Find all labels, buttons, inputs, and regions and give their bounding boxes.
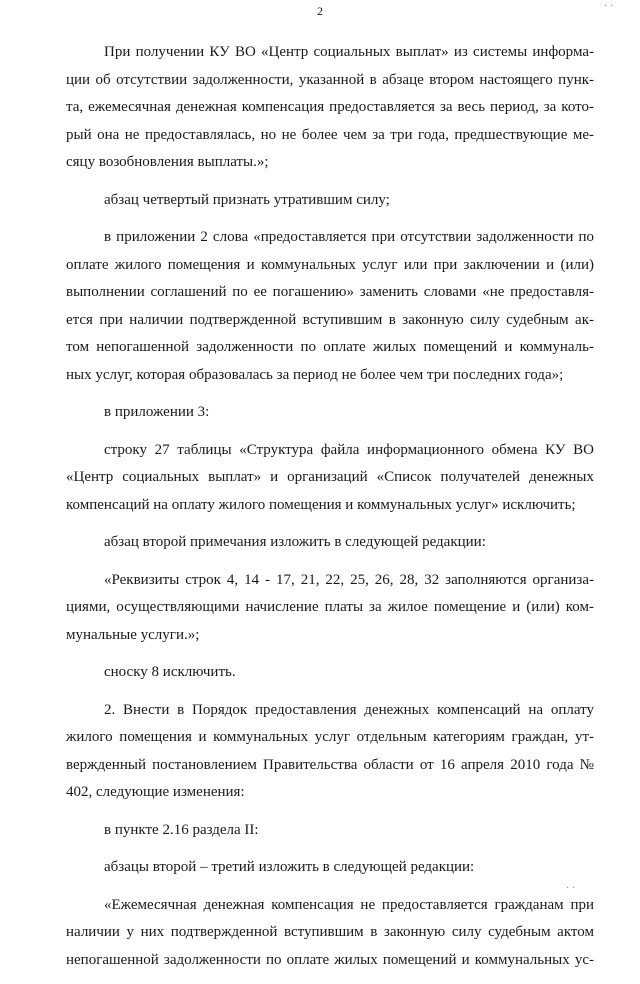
page-number: 2 — [317, 4, 323, 18]
paragraph — [66, 187, 594, 215]
text-line: мунальные услуги.»; — [66, 626, 200, 643]
text-line: та, ежемесячная денежная компенсация предоставляется за весь период, за кото- — [66, 99, 594, 115]
text-line: наличии у них подтвержденной вступившим в законную силу судебным актом — [66, 924, 594, 940]
text-line: сноску 8 исключить. — [104, 664, 236, 680]
text-line: жилого помещения и коммунальных услуг отдельным категориям граждан, ут- — [66, 729, 594, 745]
paragraph — [66, 697, 594, 807]
paragraph — [66, 567, 594, 650]
text-line: непогашенной задолженности по оплате жилых помещений и коммунальных ус- — [66, 951, 594, 968]
paragraph — [66, 817, 594, 845]
paragraph — [66, 437, 594, 520]
paragraph — [66, 399, 594, 427]
text-line: ных услуг, которая образовалась за период не более чем три последних года»; — [66, 366, 564, 383]
text-line: При получении КУ ВО «Центр социальных выплат» из системы информа- — [104, 44, 594, 60]
text-line: сяцу возобновления выплаты.»; — [66, 154, 269, 170]
text-line: «Реквизиты строк 4, 14 - 17, 21, 22, 25, 26, 28, 32 заполняются организа- — [104, 571, 594, 588]
paragraph — [66, 529, 594, 557]
text-line: вержденный постановлением Правительства области от 16 апреля 2010 года № — [66, 756, 594, 773]
text-line: ции об отсутствии задолженности, указанной в абзаце втором настоящего пунк- — [66, 71, 594, 88]
text-line: 2. Внести в Порядок предоставления денежных компенсаций на оплату — [104, 701, 594, 718]
text-line: оплате жилого помещения и коммунальных услуг или при заключении и (или) — [66, 256, 594, 273]
document-body — [66, 39, 594, 984]
text-line: ется при наличии подтвержденной вступившим в законную силу судебным ак- — [66, 311, 594, 328]
text-line: абзац второй примечания изложить в следующей редакции: — [104, 534, 486, 550]
text-line: «Центр социальных выплат» и организаций «Список получателей денежных — [66, 469, 594, 485]
scan-mark: · · — [566, 883, 576, 894]
text-line: «Ежемесячная денежная компенсация не предоставляется гражданам при — [104, 896, 594, 913]
text-line: в приложении 2 слова «предоставляется при отсутствии задолженности по — [104, 229, 594, 245]
text-line: строку 27 таблицы «Структура файла информационного обмена КУ ВО — [104, 441, 594, 458]
text-line: компенсаций на оплату жилого помещения и коммунальных услуг» исключить; — [66, 496, 576, 513]
paragraph — [66, 659, 594, 687]
paragraph — [66, 892, 594, 975]
text-line: абзац четвертый признать утратившим силу; — [104, 191, 390, 208]
paragraph — [66, 854, 594, 882]
text-line: выполнении соглашений по ее погашению» заменить словами «не предоставля- — [66, 284, 594, 300]
text-line: рый она не предоставлялась, но не более чем за три года, предшествующие ме- — [66, 126, 594, 143]
text-line: абзацы второй – третий изложить в следующей редакции: — [104, 859, 475, 875]
text-line: 402, следующие изменения: — [66, 784, 245, 800]
text-line: том непогашенной задолженности по оплате жилых помещений и коммуналь- — [66, 339, 594, 355]
text-line: циями, осуществляющими начисление платы за жилое помещение и (или) ком- — [66, 599, 594, 615]
paragraph — [66, 39, 594, 177]
scan-mark: · · — [604, 1, 614, 12]
text-line: в приложении 3: — [104, 404, 210, 420]
text-line: в пункте 2.16 раздела II: — [104, 821, 259, 838]
paragraph — [66, 224, 594, 389]
